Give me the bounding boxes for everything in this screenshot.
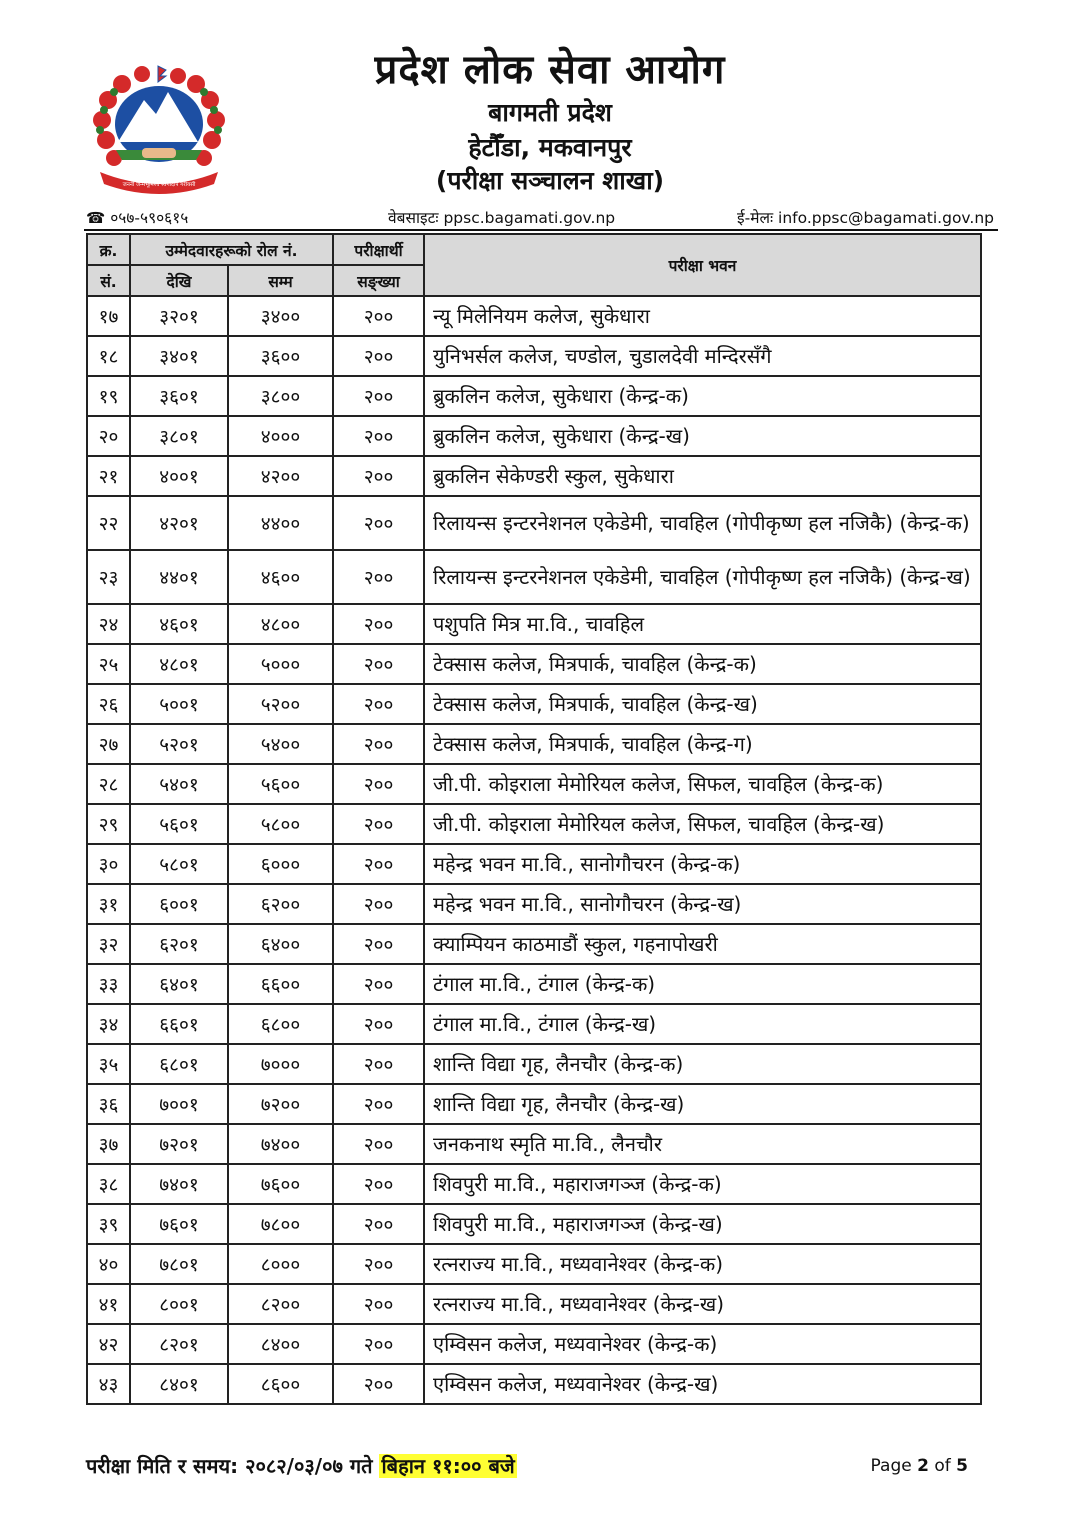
- serial-cell: ३०: [87, 844, 130, 884]
- roll-from-cell: ३४०१: [130, 336, 228, 376]
- count-cell: २००: [333, 844, 424, 884]
- roll-to-cell: ४२००: [228, 456, 333, 496]
- roll-from-cell: ४६०१: [130, 604, 228, 644]
- serial-cell: २२: [87, 496, 130, 550]
- roll-from-cell: ६४०१: [130, 964, 228, 1004]
- serial-cell: ३७: [87, 1124, 130, 1164]
- roll-from-cell: ७००१: [130, 1084, 228, 1124]
- header-roll-group: उम्मेदवारहरूको रोल नं.: [130, 234, 333, 265]
- roll-from-cell: ३६०१: [130, 376, 228, 416]
- roll-to-cell: ७८००: [228, 1204, 333, 1244]
- serial-cell: ३९: [87, 1204, 130, 1244]
- table-row: [87, 1084, 981, 1124]
- count-cell: २००: [333, 1364, 424, 1404]
- page-prefix: Page: [870, 1456, 912, 1476]
- serial-cell: २७: [87, 724, 130, 764]
- venue-cell: रत्नराज्य मा.वि., मध्यवानेश्वर (केन्द्र-क): [424, 1244, 981, 1284]
- roll-from-cell: ६८०१: [130, 1044, 228, 1084]
- venue-cell: युनिभर्सल कलेज, चण्डोल, चुडालदेवी मन्दिरसँगै: [424, 336, 981, 376]
- table-row: [87, 550, 981, 604]
- roll-to-cell: ७४००: [228, 1124, 333, 1164]
- serial-cell: ३३: [87, 964, 130, 1004]
- venue-cell: शान्ति विद्या गृह, लैनचौर (केन्द्र-क): [424, 1044, 981, 1084]
- roll-to-cell: ६४००: [228, 924, 333, 964]
- header-from: देखि: [130, 265, 228, 296]
- roll-to-cell: ७६००: [228, 1164, 333, 1204]
- table-row: [87, 376, 981, 416]
- email-link[interactable]: ई-मेलः info.ppsc@bagamati.gov.np: [736, 209, 994, 227]
- count-cell: २००: [333, 1324, 424, 1364]
- roll-to-cell: ४४००: [228, 496, 333, 550]
- serial-cell: ४२: [87, 1324, 130, 1364]
- count-cell: २००: [333, 604, 424, 644]
- serial-cell: ३२: [87, 924, 130, 964]
- venue-cell: रिलायन्स इन्टरनेशनल एकेडेमी, चावहिल (गोपीकृष्ण हल नजिकै) (केन्द्र-क): [424, 496, 981, 550]
- count-cell: २००: [333, 764, 424, 804]
- roll-from-cell: ४२०१: [130, 496, 228, 550]
- count-cell: २००: [333, 1004, 424, 1044]
- roll-to-cell: ८०००: [228, 1244, 333, 1284]
- venue-cell: टंगाल मा.वि., टंगाल (केन्द्र-क): [424, 964, 981, 1004]
- venue-cell: ब्रुकलिन कलेज, सुकेधारा (केन्द्र-क): [424, 376, 981, 416]
- count-cell: २००: [333, 456, 424, 496]
- table-row: [87, 644, 981, 684]
- table-row: [87, 1164, 981, 1204]
- venue-cell: ब्रुकलिन कलेज, सुकेधारा (केन्द्र-ख): [424, 416, 981, 456]
- roll-from-cell: ५४०१: [130, 764, 228, 804]
- roll-from-cell: ४८०१: [130, 644, 228, 684]
- roll-from-cell: ७२०१: [130, 1124, 228, 1164]
- exam-time-highlight: बिहान ११:०० बजे: [381, 1454, 515, 1478]
- roll-to-cell: ५६००: [228, 764, 333, 804]
- venue-cell: शिवपुरी मा.वि., महाराजगञ्ज (केन्द्र-क): [424, 1164, 981, 1204]
- serial-cell: २८: [87, 764, 130, 804]
- table-row: [87, 684, 981, 724]
- table-row: [87, 764, 981, 804]
- table-row: [87, 496, 981, 550]
- header-serial-bottom: सं.: [87, 265, 130, 296]
- roll-to-cell: ६८००: [228, 1004, 333, 1044]
- phone-number: ☎ ०५७-५९०६१५: [86, 209, 189, 227]
- venue-cell: टेक्सास कलेज, मित्रपार्क, चावहिल (केन्द्र-क): [424, 644, 981, 684]
- venue-cell: जनकनाथ स्मृति मा.वि., लैनचौर: [424, 1124, 981, 1164]
- header-count-bottom: सङ्ख्या: [333, 265, 424, 296]
- roll-from-cell: ४४०१: [130, 550, 228, 604]
- table-row: [87, 964, 981, 1004]
- count-cell: २००: [333, 1044, 424, 1084]
- count-cell: २००: [333, 336, 424, 376]
- roll-from-cell: ८४०१: [130, 1364, 228, 1404]
- venue-cell: टेक्सास कलेज, मित्रपार्क, चावहिल (केन्द्र-ख): [424, 684, 981, 724]
- count-cell: २००: [333, 496, 424, 550]
- table-row: [87, 416, 981, 456]
- roll-from-cell: ७८०१: [130, 1244, 228, 1284]
- count-cell: २००: [333, 924, 424, 964]
- count-cell: २००: [333, 1164, 424, 1204]
- serial-cell: २०: [87, 416, 130, 456]
- roll-from-cell: ३८०१: [130, 416, 228, 456]
- roll-from-cell: ८००१: [130, 1284, 228, 1324]
- table-row: [87, 924, 981, 964]
- page-current: 2: [917, 1456, 929, 1476]
- table-row: [87, 724, 981, 764]
- table-row: [87, 1004, 981, 1044]
- roll-from-cell: ७६०१: [130, 1204, 228, 1244]
- roll-to-cell: ५२००: [228, 684, 333, 724]
- venue-cell: पशुपति मित्र मा.वि., चावहिल: [424, 604, 981, 644]
- serial-cell: ३४: [87, 1004, 130, 1044]
- serial-cell: ४१: [87, 1284, 130, 1324]
- roll-to-cell: ५८००: [228, 804, 333, 844]
- header-count-top: परीक्षार्थी: [333, 234, 424, 265]
- table-row: [87, 1204, 981, 1244]
- roll-to-cell: ८४००: [228, 1324, 333, 1364]
- roll-from-cell: ६२०१: [130, 924, 228, 964]
- table-row: [87, 1244, 981, 1284]
- serial-cell: ४३: [87, 1364, 130, 1404]
- roll-from-cell: ४००१: [130, 456, 228, 496]
- emblem-motto: जननी जन्मभूमिश्च स्वर्गादपि गरीयसी: [122, 182, 196, 188]
- venue-cell: ब्रुकलिन सेकेण्डरी स्कुल, सुकेधारा: [424, 456, 981, 496]
- roll-from-cell: ७४०१: [130, 1164, 228, 1204]
- serial-cell: ३१: [87, 884, 130, 924]
- count-cell: २००: [333, 964, 424, 1004]
- venue-cell: न्यू मिलेनियम कलेज, सुकेधारा: [424, 296, 981, 336]
- serial-cell: ३६: [87, 1084, 130, 1124]
- serial-cell: ३५: [87, 1044, 130, 1084]
- venue-cell: क्याम्पियन काठमाडौं स्कुल, गहनापोखरी: [424, 924, 981, 964]
- office-location: हेटौँडा, मकवानपुर: [468, 133, 632, 162]
- roll-to-cell: ६६००: [228, 964, 333, 1004]
- table-row: [87, 844, 981, 884]
- roll-from-cell: ५२०१: [130, 724, 228, 764]
- page-indicator: [871, 1456, 968, 1476]
- roll-from-cell: ५००१: [130, 684, 228, 724]
- header-to: सम्म: [228, 265, 333, 296]
- count-cell: २००: [333, 884, 424, 924]
- roll-to-cell: ८६००: [228, 1364, 333, 1404]
- table-row: [87, 1324, 981, 1364]
- serial-cell: २१: [87, 456, 130, 496]
- serial-cell: २३: [87, 550, 130, 604]
- serial-cell: १७: [87, 296, 130, 336]
- exam-venue-table: [86, 233, 982, 1405]
- count-cell: २००: [333, 296, 424, 336]
- serial-cell: ४०: [87, 1244, 130, 1284]
- nepal-emblem-icon: [86, 62, 232, 194]
- venue-cell: एम्विसन कलेज, मध्यवानेश्वर (केन्द्र-ख): [424, 1364, 981, 1404]
- roll-to-cell: ६२००: [228, 884, 333, 924]
- venue-cell: टंगाल मा.वि., टंगाल (केन्द्र-ख): [424, 1004, 981, 1044]
- count-cell: २००: [333, 804, 424, 844]
- header-venue: परीक्षा भवन: [424, 234, 981, 296]
- page-title: प्रदेश लोक सेवा आयोग: [374, 47, 726, 93]
- venue-cell: एम्विसन कलेज, मध्यवानेश्वर (केन्द्र-क): [424, 1324, 981, 1364]
- serial-cell: ३८: [87, 1164, 130, 1204]
- venue-cell: जी.पी. कोइराला मेमोरियल कलेज, सिफल, चावहिल (केन्द्र-ख): [424, 804, 981, 844]
- roll-to-cell: ५४००: [228, 724, 333, 764]
- roll-to-cell: ४६००: [228, 550, 333, 604]
- roll-to-cell: ४८००: [228, 604, 333, 644]
- roll-to-cell: ४०००: [228, 416, 333, 456]
- table-row: [87, 804, 981, 844]
- province-name: बागमती प्रदेश: [488, 98, 612, 127]
- table-row: [87, 1284, 981, 1324]
- table-row: [87, 456, 981, 496]
- branch-name: (परीक्षा सञ्चालन शाखा): [435, 166, 665, 195]
- roll-to-cell: ३८००: [228, 376, 333, 416]
- count-cell: २००: [333, 724, 424, 764]
- venue-cell: टेक्सास कलेज, मित्रपार्क, चावहिल (केन्द्र-ग): [424, 724, 981, 764]
- table-row: [87, 1124, 981, 1164]
- roll-to-cell: ७२००: [228, 1084, 333, 1124]
- header-divider: [84, 229, 998, 231]
- count-cell: २००: [333, 376, 424, 416]
- page-of: of: [934, 1456, 951, 1476]
- count-cell: २००: [333, 550, 424, 604]
- venue-cell: रिलायन्स इन्टरनेशनल एकेडेमी, चावहिल (गोपीकृष्ण हल नजिकै) (केन्द्र-ख): [424, 550, 981, 604]
- roll-from-cell: ८२०१: [130, 1324, 228, 1364]
- count-cell: २००: [333, 1204, 424, 1244]
- serial-cell: २४: [87, 604, 130, 644]
- venue-cell: जी.पी. कोइराला मेमोरियल कलेज, सिफल, चावहिल (केन्द्र-क): [424, 764, 981, 804]
- roll-from-cell: ३२०१: [130, 296, 228, 336]
- serial-cell: २६: [87, 684, 130, 724]
- table-row: [87, 884, 981, 924]
- venue-cell: महेन्द्र भवन मा.वि., सानोगौचरन (केन्द्र-ख): [424, 884, 981, 924]
- roll-from-cell: ५६०१: [130, 804, 228, 844]
- roll-to-cell: ७०००: [228, 1044, 333, 1084]
- venue-cell: शिवपुरी मा.वि., महाराजगञ्ज (केन्द्र-ख): [424, 1204, 981, 1244]
- roll-to-cell: ३४००: [228, 296, 333, 336]
- roll-from-cell: ६००१: [130, 884, 228, 924]
- roll-to-cell: ८२००: [228, 1284, 333, 1324]
- venue-cell: रत्नराज्य मा.वि., मध्यवानेश्वर (केन्द्र-ख): [424, 1284, 981, 1324]
- table-row: [87, 1364, 981, 1404]
- count-cell: २००: [333, 1244, 424, 1284]
- table-row: [87, 1044, 981, 1084]
- count-cell: २००: [333, 1124, 424, 1164]
- count-cell: २००: [333, 644, 424, 684]
- roll-from-cell: ६६०१: [130, 1004, 228, 1044]
- serial-cell: २९: [87, 804, 130, 844]
- venue-cell: महेन्द्र भवन मा.वि., सानोगौचरन (केन्द्र-क): [424, 844, 981, 884]
- roll-to-cell: ३६००: [228, 336, 333, 376]
- count-cell: २००: [333, 416, 424, 456]
- header-serial-top: क्र.: [87, 234, 130, 265]
- roll-to-cell: ६०००: [228, 844, 333, 884]
- exam-date-label: परीक्षा मिति र समय: २०८२/०३/०७ गते: [86, 1454, 373, 1478]
- serial-cell: १८: [87, 336, 130, 376]
- table-row: [87, 604, 981, 644]
- table-row: [87, 336, 981, 376]
- roll-from-cell: ५८०१: [130, 844, 228, 884]
- roll-to-cell: ५०००: [228, 644, 333, 684]
- venue-cell: शान्ति विद्या गृह, लैनचौर (केन्द्र-ख): [424, 1084, 981, 1124]
- table-row: [87, 296, 981, 336]
- serial-cell: १९: [87, 376, 130, 416]
- count-cell: २००: [333, 684, 424, 724]
- page-total: 5: [956, 1456, 968, 1476]
- exam-date-time: [86, 1452, 517, 1479]
- website-link[interactable]: वेबसाइटः ppsc.bagamati.gov.np: [388, 209, 616, 227]
- count-cell: २००: [333, 1084, 424, 1124]
- serial-cell: २५: [87, 644, 130, 684]
- count-cell: २००: [333, 1284, 424, 1324]
